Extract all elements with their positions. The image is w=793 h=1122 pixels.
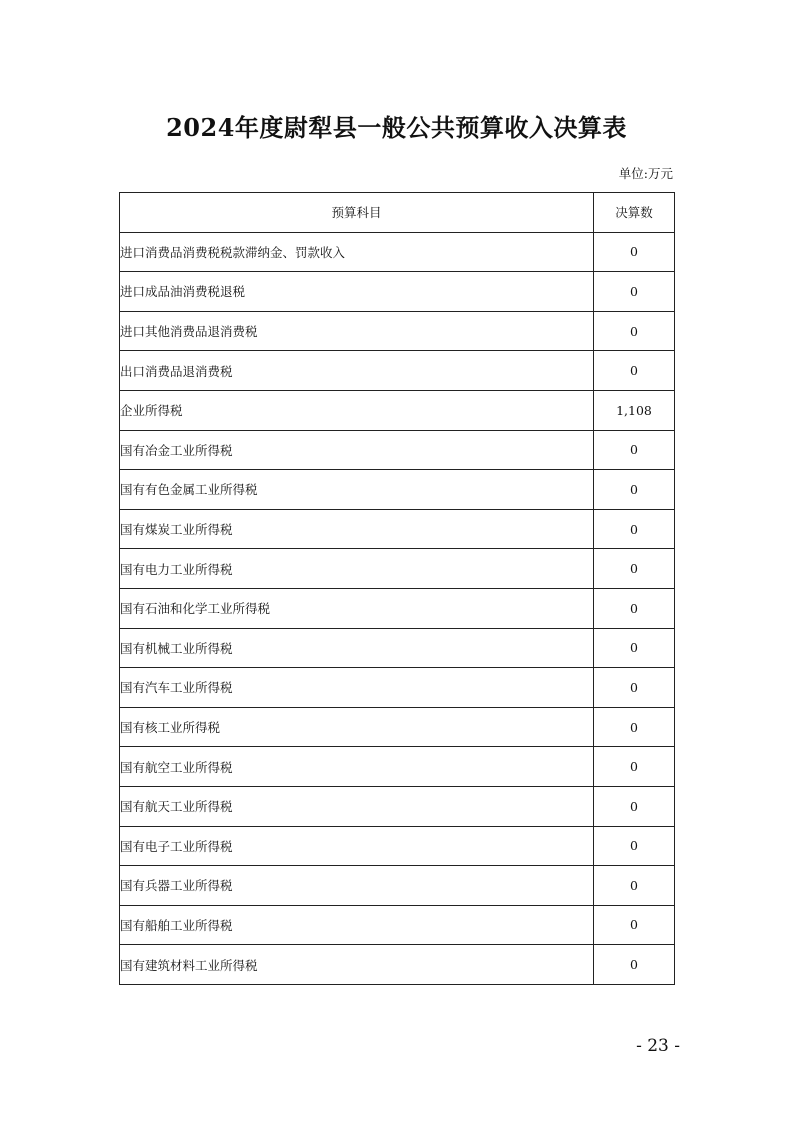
table-row	[120, 905, 675, 945]
budget-item-name: 国有电力工业所得税	[120, 549, 594, 589]
final-amount-value: 0	[594, 905, 675, 945]
budget-item-name: 国有有色金属工业所得税	[120, 470, 594, 510]
budget-item-name: 出口消费品退消费税	[120, 351, 594, 391]
final-amount-value: 0	[594, 628, 675, 668]
table-row	[120, 232, 675, 272]
table-row	[120, 272, 675, 312]
budget-item-name: 国有航空工业所得税	[120, 747, 594, 787]
budget-item-name: 国有机械工业所得税	[120, 628, 594, 668]
final-amount-value: 0	[594, 747, 675, 787]
table-row	[120, 945, 675, 985]
budget-item-name: 国有电子工业所得税	[120, 826, 594, 866]
final-amount-value: 1,108	[594, 390, 675, 430]
budget-item-name: 进口消费品消费税税款滞纳金、罚款收入	[120, 232, 594, 272]
final-amount-value: 0	[594, 430, 675, 470]
header-budget-item: 预算科目	[120, 193, 594, 233]
budget-item-name: 国有航天工业所得税	[120, 786, 594, 826]
table-row	[120, 707, 675, 747]
budget-item-name: 国有核工业所得税	[120, 707, 594, 747]
table-row	[120, 390, 675, 430]
budget-item-name: 进口其他消费品退消费税	[120, 311, 594, 351]
table-row	[120, 628, 675, 668]
table-header-row	[120, 193, 675, 233]
table-row	[120, 470, 675, 510]
budget-item-name: 企业所得税	[120, 390, 594, 430]
table-row	[120, 747, 675, 787]
table-row	[120, 430, 675, 470]
final-amount-value: 0	[594, 945, 675, 985]
table-row	[120, 311, 675, 351]
final-amount-value: 0	[594, 549, 675, 589]
table-row	[120, 509, 675, 549]
final-amount-value: 0	[594, 826, 675, 866]
final-amount-value: 0	[594, 351, 675, 391]
final-amount-value: 0	[594, 786, 675, 826]
budget-item-name: 国有兵器工业所得税	[120, 866, 594, 906]
final-amount-value: 0	[594, 588, 675, 628]
final-amount-value: 0	[594, 470, 675, 510]
budget-item-name: 进口成品油消费税退税	[120, 272, 594, 312]
document-title: 2024年度尉犁县一般公共预算收入决算表	[166, 113, 627, 142]
table-row	[120, 786, 675, 826]
final-amount-value: 0	[594, 232, 675, 272]
budget-item-name: 国有冶金工业所得税	[120, 430, 594, 470]
final-amount-value: 0	[594, 707, 675, 747]
budget-item-name: 国有煤炭工业所得税	[120, 509, 594, 549]
table-row	[120, 351, 675, 391]
table-row	[120, 826, 675, 866]
table-row	[120, 549, 675, 589]
budget-item-name: 国有船舶工业所得税	[120, 905, 594, 945]
final-amount-value: 0	[594, 668, 675, 708]
final-amount-value: 0	[594, 509, 675, 549]
final-amount-value: 0	[594, 272, 675, 312]
table-body	[120, 232, 675, 984]
final-amount-value: 0	[594, 866, 675, 906]
final-amount-value: 0	[594, 311, 675, 351]
header-final-amount: 决算数	[594, 193, 675, 233]
budget-item-name: 国有汽车工业所得税	[120, 668, 594, 708]
unit-label: 单位:万元	[618, 166, 673, 181]
table-row	[120, 866, 675, 906]
page-number: - 23 -	[636, 1036, 680, 1056]
table-row	[120, 668, 675, 708]
budget-item-name: 国有建筑材料工业所得税	[120, 945, 594, 985]
table-row	[120, 588, 675, 628]
budget-item-name: 国有石油和化学工业所得税	[120, 588, 594, 628]
budget-table	[119, 192, 675, 985]
